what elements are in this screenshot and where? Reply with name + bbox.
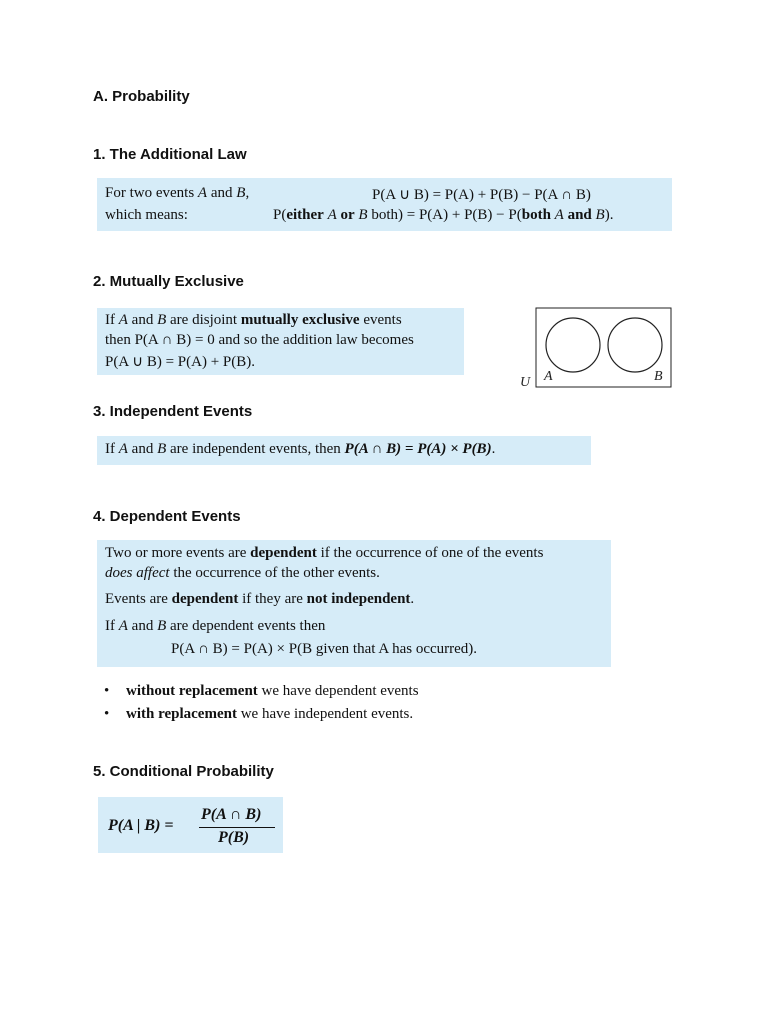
bullet-icon: •: [104, 706, 110, 722]
dependent-line4: If A and B are dependent events then: [105, 618, 326, 634]
independence-formula: P(A ∩ B) = P(A) × P(B): [344, 441, 492, 457]
section-heading-dependent-events: 4. Dependent Events: [93, 508, 241, 525]
mutually-exclusive-box: [97, 308, 464, 375]
union-formula-words: P(either A or B both) = P(A) + P(B) − P(both A and B).: [273, 207, 614, 223]
conditional-numerator: P(A ∩ B): [201, 806, 262, 823]
bullet-icon: •: [104, 683, 110, 699]
universe-label: U: [520, 375, 531, 390]
dependent-line1: Two or more events are dependent if the occurrence of one of the events: [105, 545, 544, 561]
union-formula: P(A ∪ B) = P(A) + P(B) − P(A ∩ B): [372, 187, 591, 203]
dependent-formula: P(A ∩ B) = P(A) × P(B given that A has occurred).: [171, 641, 478, 657]
page-title: A. Probability: [93, 88, 190, 105]
additional-law-row1-label: For two events A and B,: [105, 185, 250, 201]
replacement-bullet-list: [104, 682, 419, 728]
list-item: • without replacement we have dependent events: [104, 683, 419, 699]
venn-label-a: A: [544, 369, 553, 384]
mutually-exclusive-line1: If A and B are disjoint mutually exclusive events: [105, 312, 402, 328]
dependent-events-box: [97, 540, 611, 667]
fraction-bar: [199, 827, 275, 828]
list-item: • with replacement we have independent events.: [104, 706, 414, 722]
dependent-line3: Events are dependent if they are not independent.: [105, 591, 415, 607]
conditional-denominator: P(B): [218, 829, 250, 846]
section-heading-independent-events: 3. Independent Events: [93, 403, 253, 420]
independent-events-box: [97, 436, 591, 465]
dependent-line2: does affect the occurrence of the other events.: [105, 565, 380, 581]
section-heading-mutually-exclusive: 2. Mutually Exclusive: [93, 273, 244, 290]
mutually-exclusive-line3: P(A ∪ B) = P(A) + P(B).: [105, 354, 255, 370]
additional-law-box: [97, 178, 672, 231]
venn-label-b: B: [654, 369, 663, 384]
mutually-exclusive-line2: then P(A ∩ B) = 0 and so the addition law becomes: [105, 332, 414, 348]
section-heading-conditional-probability: 5. Conditional Probability: [93, 763, 274, 780]
universe-rectangle: [536, 308, 671, 387]
additional-law-row2-label: which means:: [105, 207, 188, 223]
section-heading-additional-law: 1. The Additional Law: [93, 146, 247, 163]
venn-diagram: [514, 306, 674, 390]
conditional-lhs: P(A | B) =: [108, 817, 174, 834]
independent-events-text: If A and B are independent events, then P(A ∩ B) = P(A) × P(B).: [105, 441, 496, 457]
